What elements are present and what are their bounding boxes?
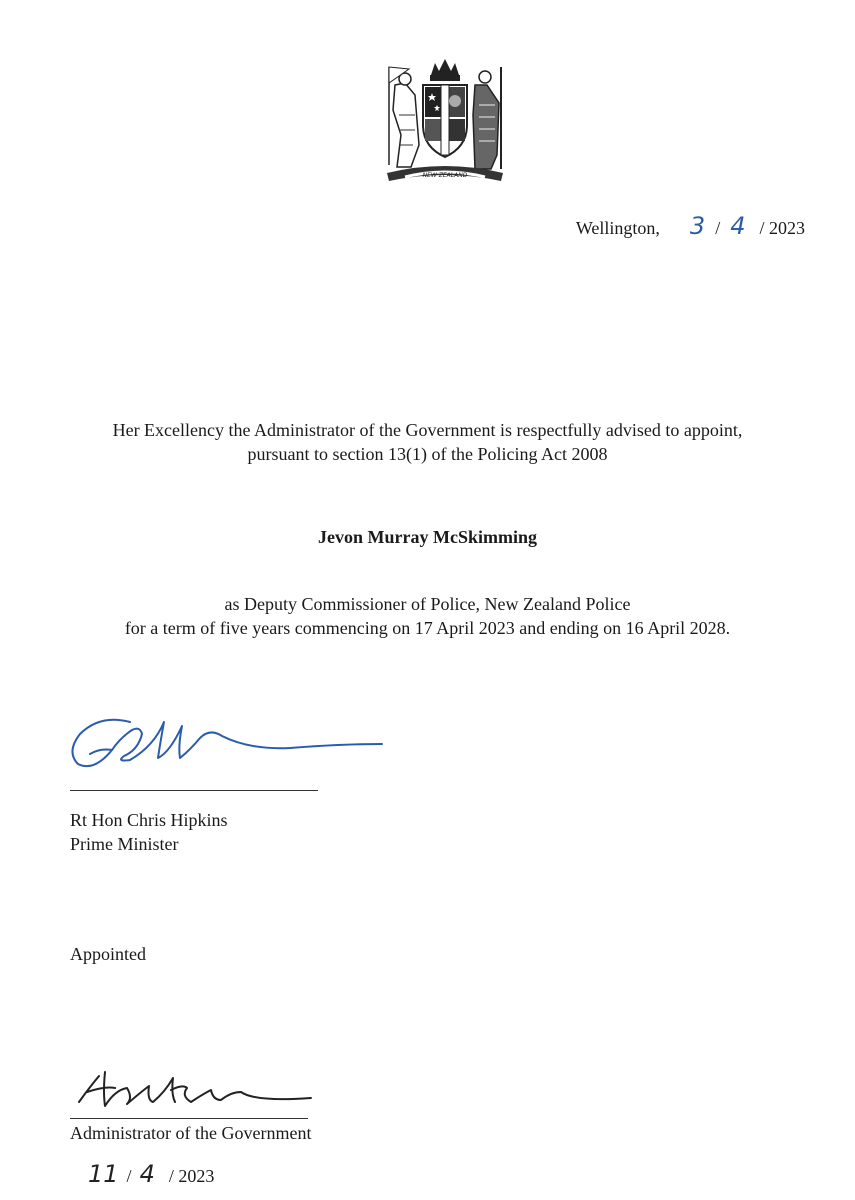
role-line-2: for a term of five years commencing on 17 April 2023 and ending on 16 April 2028. xyxy=(124,618,731,638)
pm-signature-line xyxy=(70,790,318,791)
appointed-label: Appointed xyxy=(70,944,146,964)
date-separator: / xyxy=(715,218,721,238)
handwritten-month-2: 4 xyxy=(139,1160,155,1188)
appointment-date xyxy=(88,1160,214,1188)
appointee-name: Jevon Murray McSkimming xyxy=(318,527,537,547)
signatory-title: Prime Minister xyxy=(70,834,179,854)
date-year: / 2023 xyxy=(759,218,805,238)
role-line-1: as Deputy Commissioner of Police, New Zealand Police xyxy=(224,594,631,614)
handwritten-day: 3 xyxy=(689,212,706,240)
handwritten-day-2: 11 xyxy=(88,1160,119,1188)
administrator-title: Administrator of the Government xyxy=(70,1123,312,1143)
advice-paragraph xyxy=(60,418,795,466)
date-year-2: / 2023 xyxy=(168,1166,215,1186)
administrator-signature-line xyxy=(70,1118,308,1119)
date-line xyxy=(576,212,805,240)
pm-signature-icon xyxy=(60,700,390,780)
date-separator-2: / xyxy=(126,1166,132,1186)
new-zealand-coat-of-arms-icon xyxy=(375,55,515,190)
advice-line-2: pursuant to section 13(1) of the Policing Act 2008 xyxy=(247,444,608,464)
role-paragraph xyxy=(60,592,795,640)
coat-of-arms-motto: NEW ZEALAND xyxy=(422,172,468,179)
administrator-signature-icon xyxy=(75,1062,315,1114)
handwritten-month: 4 xyxy=(730,212,746,240)
advice-line-1: Her Excellency the Administrator of the Government is respectfully advised to appoint, xyxy=(112,420,743,440)
location-label: Wellington, xyxy=(575,218,660,238)
signatory-name: Rt Hon Chris Hipkins xyxy=(70,810,228,830)
